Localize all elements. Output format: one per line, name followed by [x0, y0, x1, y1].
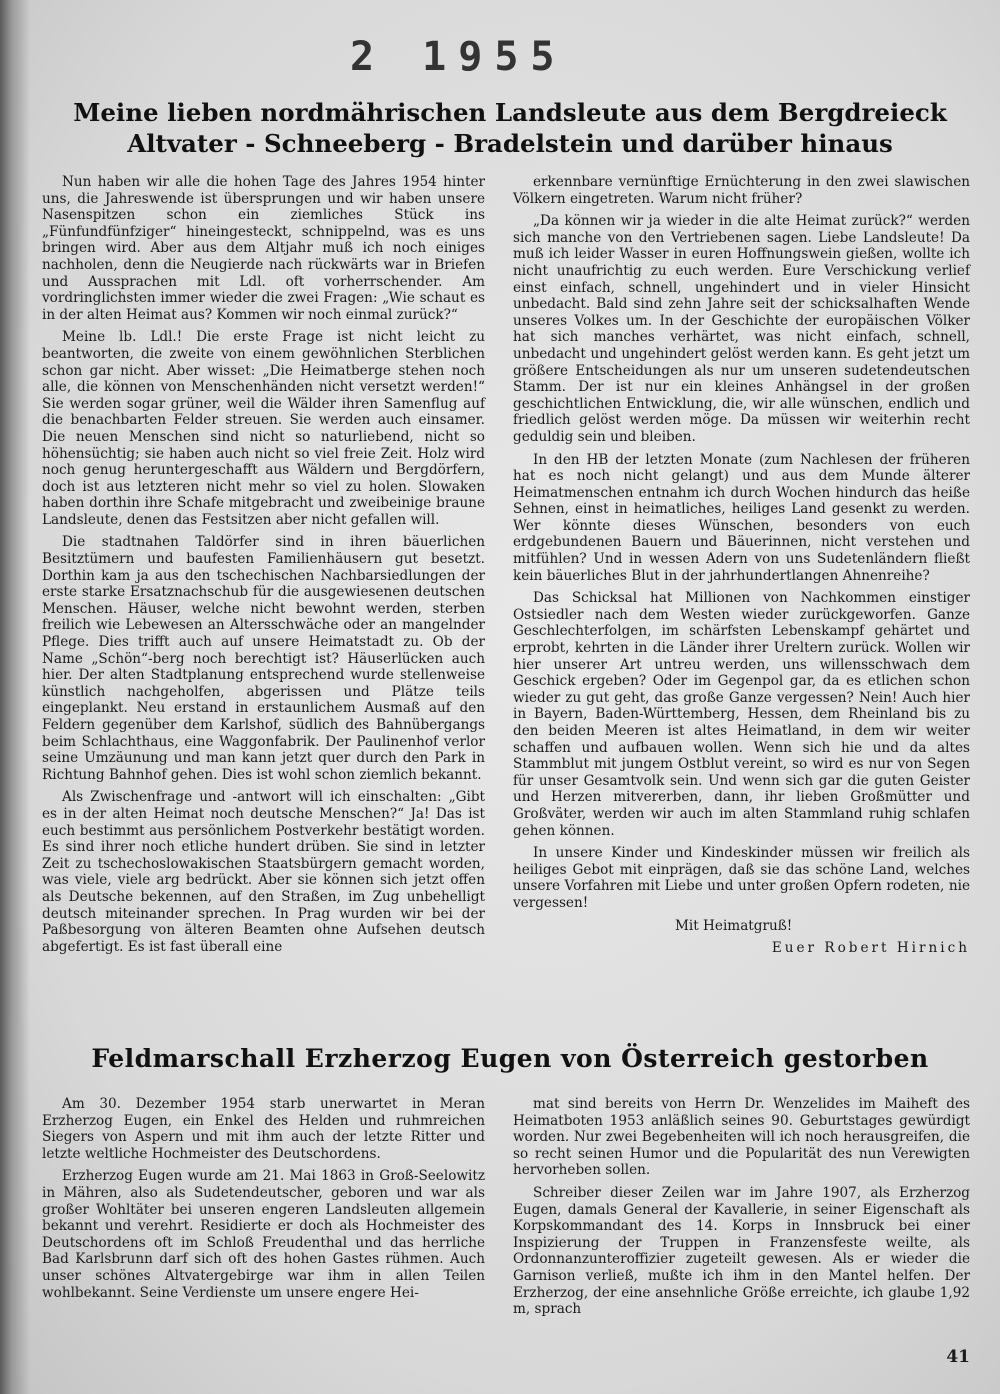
author-signature: Euer Robert Hirnich — [771, 940, 970, 957]
article-2-title: Feldmarschall Erzherzog Eugen von Österreich gestorben — [91, 1044, 929, 1073]
article-1-title: Meine lieben nordmährischen Landsleute aus dem Bergdreieck Altvater - Schneeberg - Bradelstein und darüber hinaus — [73, 98, 947, 158]
paragraph: In den HB der letzten Monate (zum Nachlesen der früheren hat es noch nicht gelangt) und aus dem Munde älterer Heimatmenschen entnahm ich durch Wochen hindurch das heiße Sehnen, einst in heimatliches, heiliges Land gesenkt zu werden. Wer könnte dieses Wünschen, besonders von euch erdgebundenen Bauern und Bäuerinnen, nicht verstehen und mitfühlen? Und in wessen Adern von uns Sudetenländern fließt kein bäuerliches Blut in der jahrhundertlangen Ahnenreihe? — [513, 451, 970, 584]
page-number: 41 — [946, 1347, 970, 1367]
paragraph: Erzherzog Eugen wurde am 21. Mai 1863 in Groß-Seelowitz in Mähren, also als Sudetendeutscher, geboren und war als großer Wohltäter bei unseren engeren Landsleuten allgemein bekannt und verehrt. Residierte er doch als Hochmeister des Deutschordens oft im Schloß Freudenthal und das herrliche Bad Karlsbrunn darf sich oft des hohen Gastes rühmen. Auch unser schönes Altvatergebirge war ihm in allen Teilen wohlbekannt. Seine Verdienste um unsere engere Hei- — [42, 1168, 485, 1301]
page-binding-shadow — [0, 0, 30, 1394]
paragraph: „Da können wir ja wieder in die alte Heimat zurück?“ werden sich manche von den Vertriebenen sagen. Liebe Landsleute! Da muß ich leider Wasser in euren Hoffnungswein gießen, wollte ich nicht unaufrichtig zu euch werden. Eure Verschickung verlief einst einfach, schnell, ungehindert und in vieler Hinsicht unbedacht. Bald sind zehn Jahre seit der schicksalhaften Wende unseres Volkes um. In der Geschichte der europäischen Völker hat sich manches verhärtet, was nicht einfach, schnell, unbedacht und ungehindert gelöst werden kann. Es geht jetzt um größere Entscheidungen als nur um unseren sudetendeutschen Stamm. Der ist nur ein kleines Anhängsel in der großen geschichtlichen Entwicklung, die, wir alle wünschen, endlich und friedlich gelöst werden möge. Da müssen wir weiterhin recht geduldig sein und bleiben. — [513, 213, 970, 445]
paragraph: Meine lb. Ldl.! Die erste Frage ist nicht leicht zu beantworten, die zweite von einem gewöhnlichen Sterblichen schon gar nicht. Aber wisset: „Die Heimatberge stehen noch alle, die können von Menschenhänden nicht versetzt werden!“ Sie werden sogar grüner, weil die Wälder ihren Samenflug auf die benachbarten Felder streuen. Sie werden auch einsamer. Die neuen Menschen sind nicht so naturliebend, nicht so höhensüchtig; sie haben auch nicht so viel freie Zeit. Holz wird noch genug heruntergeschafft aus Wäldern und Bergdörfern, doch ist aus letzteren nicht mehr so viel zu holen. Slowaken haben dorthin ihre Schafe mitgebracht und zweibeinige braune Landsleute, denen das Festsitzen aber nicht gefallen will. — [42, 329, 485, 528]
article-1-column-1 — [42, 174, 485, 961]
paragraph: Nun haben wir alle die hohen Tage des Jahres 1954 hinter uns, die Jahreswende ist übersprungen und wir haben unsere Nasenspitzen schon ein ziemliches Stück ins „Fünfundfünfziger“ hineingesteckt, schnippelnd, was es uns bringen wird. Aber aus dem Altjahr muß ich noch einiges nachholen, denn die Neugierde nach rückwärts war in Briefen und Aussprachen mit Ldl. oft vorherrschender. Am vordringlichsten immer wieder die zwei Fragen: „Wie schaut es in der alten Heimat aus? Kommen wir noch einmal zurück?“ — [42, 174, 485, 323]
issue-stamp: 2 1955 — [350, 34, 567, 80]
paragraph: Das Schicksal hat Millionen von Nachkommen einstiger Ostsiedler nach dem Westen wieder zurückgeworfen. Ganze Geschlechterfolgen, im schärfsten Lebenskampf gehärtet und erprobt, kehrten in die Länder ihrer Ureltern zurück. Wollen wir hier unserer Art untreu werden, uns willensschwach dem Geschick ergeben? Oder im Gegenpol gar, da es etlichen schon wieder zu gut geht, das große Ganze vergessen? Nein! Auch hier in Bayern, Baden-Württemberg, Hessen, dem Rheinland bis zu den beiden Meeren ist altes Heimatland, in dem wir weiter schaffen und aufbauen wollen. Wenn sich hie und da altes Stammblut mit jungem Ostblut vereint, so wird es nur von Segen für unser Gesamtvolk sein. Und wenn sich gar die guten Geister und Herzen mitvererben, dann, ihr lieben Großmütter und Großväter, werden wir auch im alten Stammland ruhig schlafen gehen können. — [513, 590, 970, 839]
paragraph: mat sind bereits von Herrn Dr. Wenzelides im Maiheft des Heimatboten 1953 anläßlich seines 90. Geburtstages gewürdigt worden. Nur zwei Begebenheiten will ich noch herausgreifen, die so recht seinen Humor und die Popularität des nun Verewigten hervorheben sollen. — [513, 1096, 970, 1179]
article-2-column-1 — [42, 1096, 485, 1307]
paragraph: Als Zwischenfrage und -antwort will ich einschalten: „Gibt es in der alten Heimat noch deutsche Menschen?“ Ja! Das ist euch bestimmt aus persönlichem Postverkehr bestätigt worden. Es sind ihrer noch etliche hundert drüben. Sie sind in letzter Zeit zu tschechoslowakischen Staatsbürgern gemacht worden, was viele, viele arg bedrückt. Aber sie können sich jetzt offen als Deutsche bekennen, auf den Straßen, im Zug unbehelligt deutsch miteinander sprechen. In Prag wurden wir bei der Paßbesorgung von älteren Beamten ohne Aufsehen deutsch abgefertigt. Es ist fast überall eine — [42, 789, 485, 955]
paragraph: erkennbare vernünftige Ernüchterung in den zwei slawischen Völkern eingetreten. Warum nicht früher? — [513, 174, 970, 207]
paragraph: Am 30. Dezember 1954 starb unerwartet in Meran Erzherzog Eugen, ein Enkel des Helden und ruhmreichen Siegers von Aspern und mit ihm auch der letzte Ritter und letzte weltliche Hochmeister des Deutschordens. — [42, 1096, 485, 1162]
paragraph: Die stadtnahen Taldörfer sind in ihren bäuerlichen Besitztümern und baufesten Familienhäusern gut besetzt. Dorthin kam ja aus den tschechischen Nachbarsiedlungen der erste starke Ersatznachschub für die ausgewiesenen deutschen Menschen. Häuser, welche nicht bewohnt werden, sterben freilich wie Lebewesen an Altersschwäche oder an mangelnder Pflege. Dies trifft auch auf unsere Heimatstadt zu. Ob der Name „Schön“-berg noch berechtigt ist? Häuserlücken auch hier. Der alten Stadtplanung entsprechend wurde stellenweise künstlich nachgeholfen, abgerissen und Plätze teils eingeplankt. Neu erstand in erstaunlichem Ausmaß auf den Feldern gegenüber dem Karlshof, südlich des Bahnübergangs beim Schlachthaus, eine Waggonfabrik. Der Paulinenhof verlor seine Umzäunung und man kann jetzt quer durch den Park in Richtung Bahnhof gehen. Dies ist wohl schon ziemlich bekannt. — [42, 534, 485, 783]
article-2-column-2 — [513, 1096, 970, 1324]
article-1-column-2 — [513, 174, 970, 963]
closing-greeting: Mit Heimatgruß! — [675, 917, 793, 934]
paragraph: Schreiber dieser Zeilen war im Jahre 1907, als Erzherzog Eugen, damals General der Kavallerie, in seiner Eigenschaft als Korpskommandant des 14. Korps in Innsbruck bei einer Inspizierung der Truppen in Franzensfeste weilte, als Ordonnanzunteroffizier zugeteilt gewesen. Als er wieder die Garnison verließ, mußte ich ihm in den Mantel helfen. Der Erzherzog, der eine ansehnliche Größe erreichte, ich glaube 1,92 m, sprach — [513, 1184, 970, 1318]
paragraph: In unsere Kinder und Kindeskinder müssen wir freilich als heiliges Gebot mit einprägen, daß sie das schöne Land, welches unsere Vorfahren mit Liebe und unter großen Opfern rodeten, nie vergessen! — [513, 845, 970, 911]
